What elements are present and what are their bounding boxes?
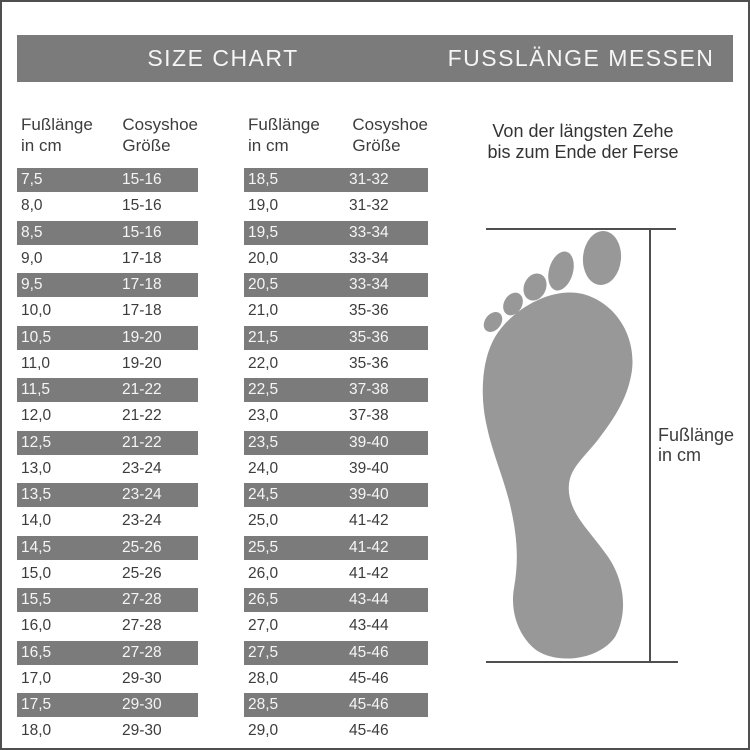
cell-shoe-size: 31-32 (349, 197, 389, 215)
cell-shoe-size: 45-46 (349, 722, 389, 740)
cell-foot-length: 18,0 (21, 722, 52, 740)
cell-shoe-size: 29-30 (122, 696, 162, 713)
table-row (244, 614, 428, 638)
measure-title: FUSSLÄNGE MESSEN (447, 45, 715, 71)
footprint-icon (455, 225, 645, 670)
cell-shoe-size: 41-42 (349, 512, 389, 530)
table-row (17, 457, 198, 481)
table-row (17, 431, 198, 455)
cell-foot-length: 15,5 (21, 591, 52, 608)
big-toe (581, 229, 624, 286)
table-row (17, 221, 198, 245)
cell-shoe-size: 27-28 (122, 643, 162, 661)
cell-shoe-size: 33-34 (349, 276, 389, 293)
cell-shoe-size: 15-16 (122, 223, 162, 241)
table-row (244, 326, 428, 350)
cell-shoe-size: 15-16 (122, 197, 162, 215)
col-header-shoe-size: Cosyshoe Größe (352, 115, 428, 155)
cell-foot-length: 22,5 (248, 381, 279, 398)
cell-shoe-size: 17-18 (122, 276, 162, 293)
col-header-foot-length: Fußlänge in cm (21, 115, 93, 155)
cell-shoe-size: 21-22 (122, 433, 162, 451)
cell-shoe-size: 19-20 (122, 328, 162, 346)
size-chart-title: SIZE CHART (147, 45, 299, 71)
cell-shoe-size: 17-18 (122, 249, 162, 267)
table-row (17, 483, 198, 507)
table-row (17, 693, 198, 717)
cell-shoe-size: 37-38 (349, 381, 389, 398)
cell-shoe-size: 19-20 (122, 354, 162, 372)
size-table-left (17, 108, 198, 746)
cell-foot-length: 12,0 (21, 407, 52, 425)
cell-shoe-size: 17-18 (122, 302, 162, 320)
measure-instruction: Von der längsten Zehe bis zum Ende der Ferse (487, 121, 679, 162)
cell-shoe-size: 29-30 (122, 669, 162, 687)
cell-foot-length: 8,5 (21, 223, 43, 241)
toe-2 (544, 248, 578, 293)
cell-foot-length: 19,5 (248, 223, 279, 241)
table-row (244, 588, 428, 612)
cell-foot-length: 20,5 (248, 276, 279, 293)
cell-foot-length: 27,0 (248, 617, 279, 635)
table-row (244, 509, 428, 533)
cell-shoe-size: 43-44 (349, 591, 389, 608)
cell-shoe-size: 29-30 (122, 722, 162, 740)
cell-shoe-size: 37-38 (349, 407, 389, 425)
cell-shoe-size: 39-40 (349, 433, 389, 451)
measure-label: Fußlänge in cm (658, 425, 735, 465)
cell-foot-length: 20,0 (248, 249, 279, 267)
cell-foot-length: 16,5 (21, 643, 52, 661)
cell-shoe-size: 33-34 (349, 249, 389, 267)
table-row (17, 273, 198, 297)
cell-foot-length: 21,5 (248, 328, 279, 346)
cell-foot-length: 16,0 (21, 617, 52, 635)
measure-line-vertical (649, 228, 651, 662)
table-row (244, 352, 428, 376)
cell-foot-length: 22,0 (248, 354, 279, 372)
table-row (17, 719, 198, 743)
cell-shoe-size: 41-42 (349, 564, 389, 582)
cell-shoe-size: 27-28 (122, 617, 162, 635)
cell-foot-length: 14,5 (21, 538, 52, 556)
cell-shoe-size: 23-24 (122, 486, 162, 503)
table-row (244, 562, 428, 586)
cell-shoe-size: 21-22 (122, 407, 162, 425)
cell-foot-length: 21,0 (248, 302, 279, 320)
cell-shoe-size: 25-26 (122, 538, 162, 556)
cell-shoe-size: 39-40 (349, 459, 389, 477)
cell-foot-length: 25,0 (248, 512, 279, 530)
table-row (244, 247, 428, 271)
table-row (17, 194, 198, 218)
table-row (17, 641, 198, 665)
cell-foot-length: 17,0 (21, 669, 52, 687)
table-row (244, 536, 428, 560)
table-row (17, 168, 198, 192)
cell-shoe-size: 33-34 (349, 223, 389, 241)
table-row (244, 404, 428, 428)
cell-foot-length: 18,5 (248, 171, 279, 188)
cell-shoe-size: 15-16 (122, 171, 162, 188)
cell-foot-length: 17,5 (21, 696, 52, 713)
table-row (244, 641, 428, 665)
cell-foot-length: 8,0 (21, 197, 43, 215)
cell-shoe-size: 35-36 (349, 354, 389, 372)
cell-foot-length: 23,5 (248, 433, 279, 451)
cell-shoe-size: 45-46 (349, 643, 389, 661)
cell-shoe-size: 35-36 (349, 328, 389, 346)
table-row (244, 299, 428, 323)
cell-foot-length: 26,0 (248, 564, 279, 582)
cell-foot-length: 11,0 (21, 354, 51, 372)
cell-foot-length: 13,5 (21, 486, 52, 503)
cell-shoe-size: 43-44 (349, 617, 389, 635)
cell-shoe-size: 39-40 (349, 486, 389, 503)
cell-shoe-size: 41-42 (349, 538, 389, 556)
table-row (17, 536, 198, 560)
cell-shoe-size: 21-22 (122, 381, 162, 398)
table-rows (244, 168, 428, 743)
cell-shoe-size: 23-24 (122, 459, 162, 477)
cell-shoe-size: 27-28 (122, 591, 162, 608)
cell-shoe-size: 31-32 (349, 171, 389, 188)
cell-shoe-size: 45-46 (349, 696, 389, 713)
table-row (244, 168, 428, 192)
table-row (244, 378, 428, 402)
cell-foot-length: 25,5 (248, 538, 279, 556)
table-row (244, 693, 428, 717)
table-row (244, 667, 428, 691)
table-row (244, 273, 428, 297)
table-row (17, 562, 198, 586)
cell-foot-length: 13,0 (21, 459, 52, 477)
cell-foot-length: 14,0 (21, 512, 52, 530)
cell-foot-length: 9,0 (21, 249, 43, 267)
cell-foot-length: 10,0 (21, 302, 52, 320)
table-row (17, 378, 198, 402)
cell-foot-length: 26,5 (248, 591, 279, 608)
table-row (244, 457, 428, 481)
header-bar (17, 35, 733, 82)
table-header (244, 108, 428, 168)
table-row (17, 614, 198, 638)
table-row (244, 194, 428, 218)
col-header-foot-length: Fußlänge in cm (248, 115, 320, 155)
table-row (17, 352, 198, 376)
cell-foot-length: 24,0 (248, 459, 279, 477)
col-header-shoe-size: Cosyshoe Größe (122, 115, 198, 155)
table-row (244, 719, 428, 743)
table-row (17, 404, 198, 428)
table-row (244, 483, 428, 507)
foot-sole-shape (483, 292, 633, 658)
table-row (17, 326, 198, 350)
table-rows (17, 168, 198, 743)
table-row (244, 221, 428, 245)
cell-foot-length: 27,5 (248, 643, 279, 661)
cell-shoe-size: 23-24 (122, 512, 162, 530)
table-row (17, 509, 198, 533)
cell-shoe-size: 45-46 (349, 669, 389, 687)
cell-foot-length: 10,5 (21, 328, 52, 346)
cell-foot-length: 12,5 (21, 433, 52, 451)
cell-foot-length: 24,5 (248, 486, 279, 503)
cell-foot-length: 28,5 (248, 696, 279, 713)
cell-shoe-size: 35-36 (349, 302, 389, 320)
table-row (244, 431, 428, 455)
table-header (17, 108, 198, 168)
table-row (17, 299, 198, 323)
cell-foot-length: 23,0 (248, 407, 279, 425)
cell-foot-length: 19,0 (248, 197, 279, 215)
cell-shoe-size: 25-26 (122, 564, 162, 582)
size-table-right (244, 108, 428, 746)
cell-foot-length: 15,0 (21, 564, 52, 582)
cell-foot-length: 7,5 (21, 171, 43, 188)
cell-foot-length: 9,5 (21, 276, 43, 293)
table-row (17, 588, 198, 612)
table-row (17, 667, 198, 691)
cell-foot-length: 11,5 (21, 381, 51, 398)
table-row (17, 247, 198, 271)
cell-foot-length: 28,0 (248, 669, 279, 687)
cell-foot-length: 29,0 (248, 722, 279, 740)
